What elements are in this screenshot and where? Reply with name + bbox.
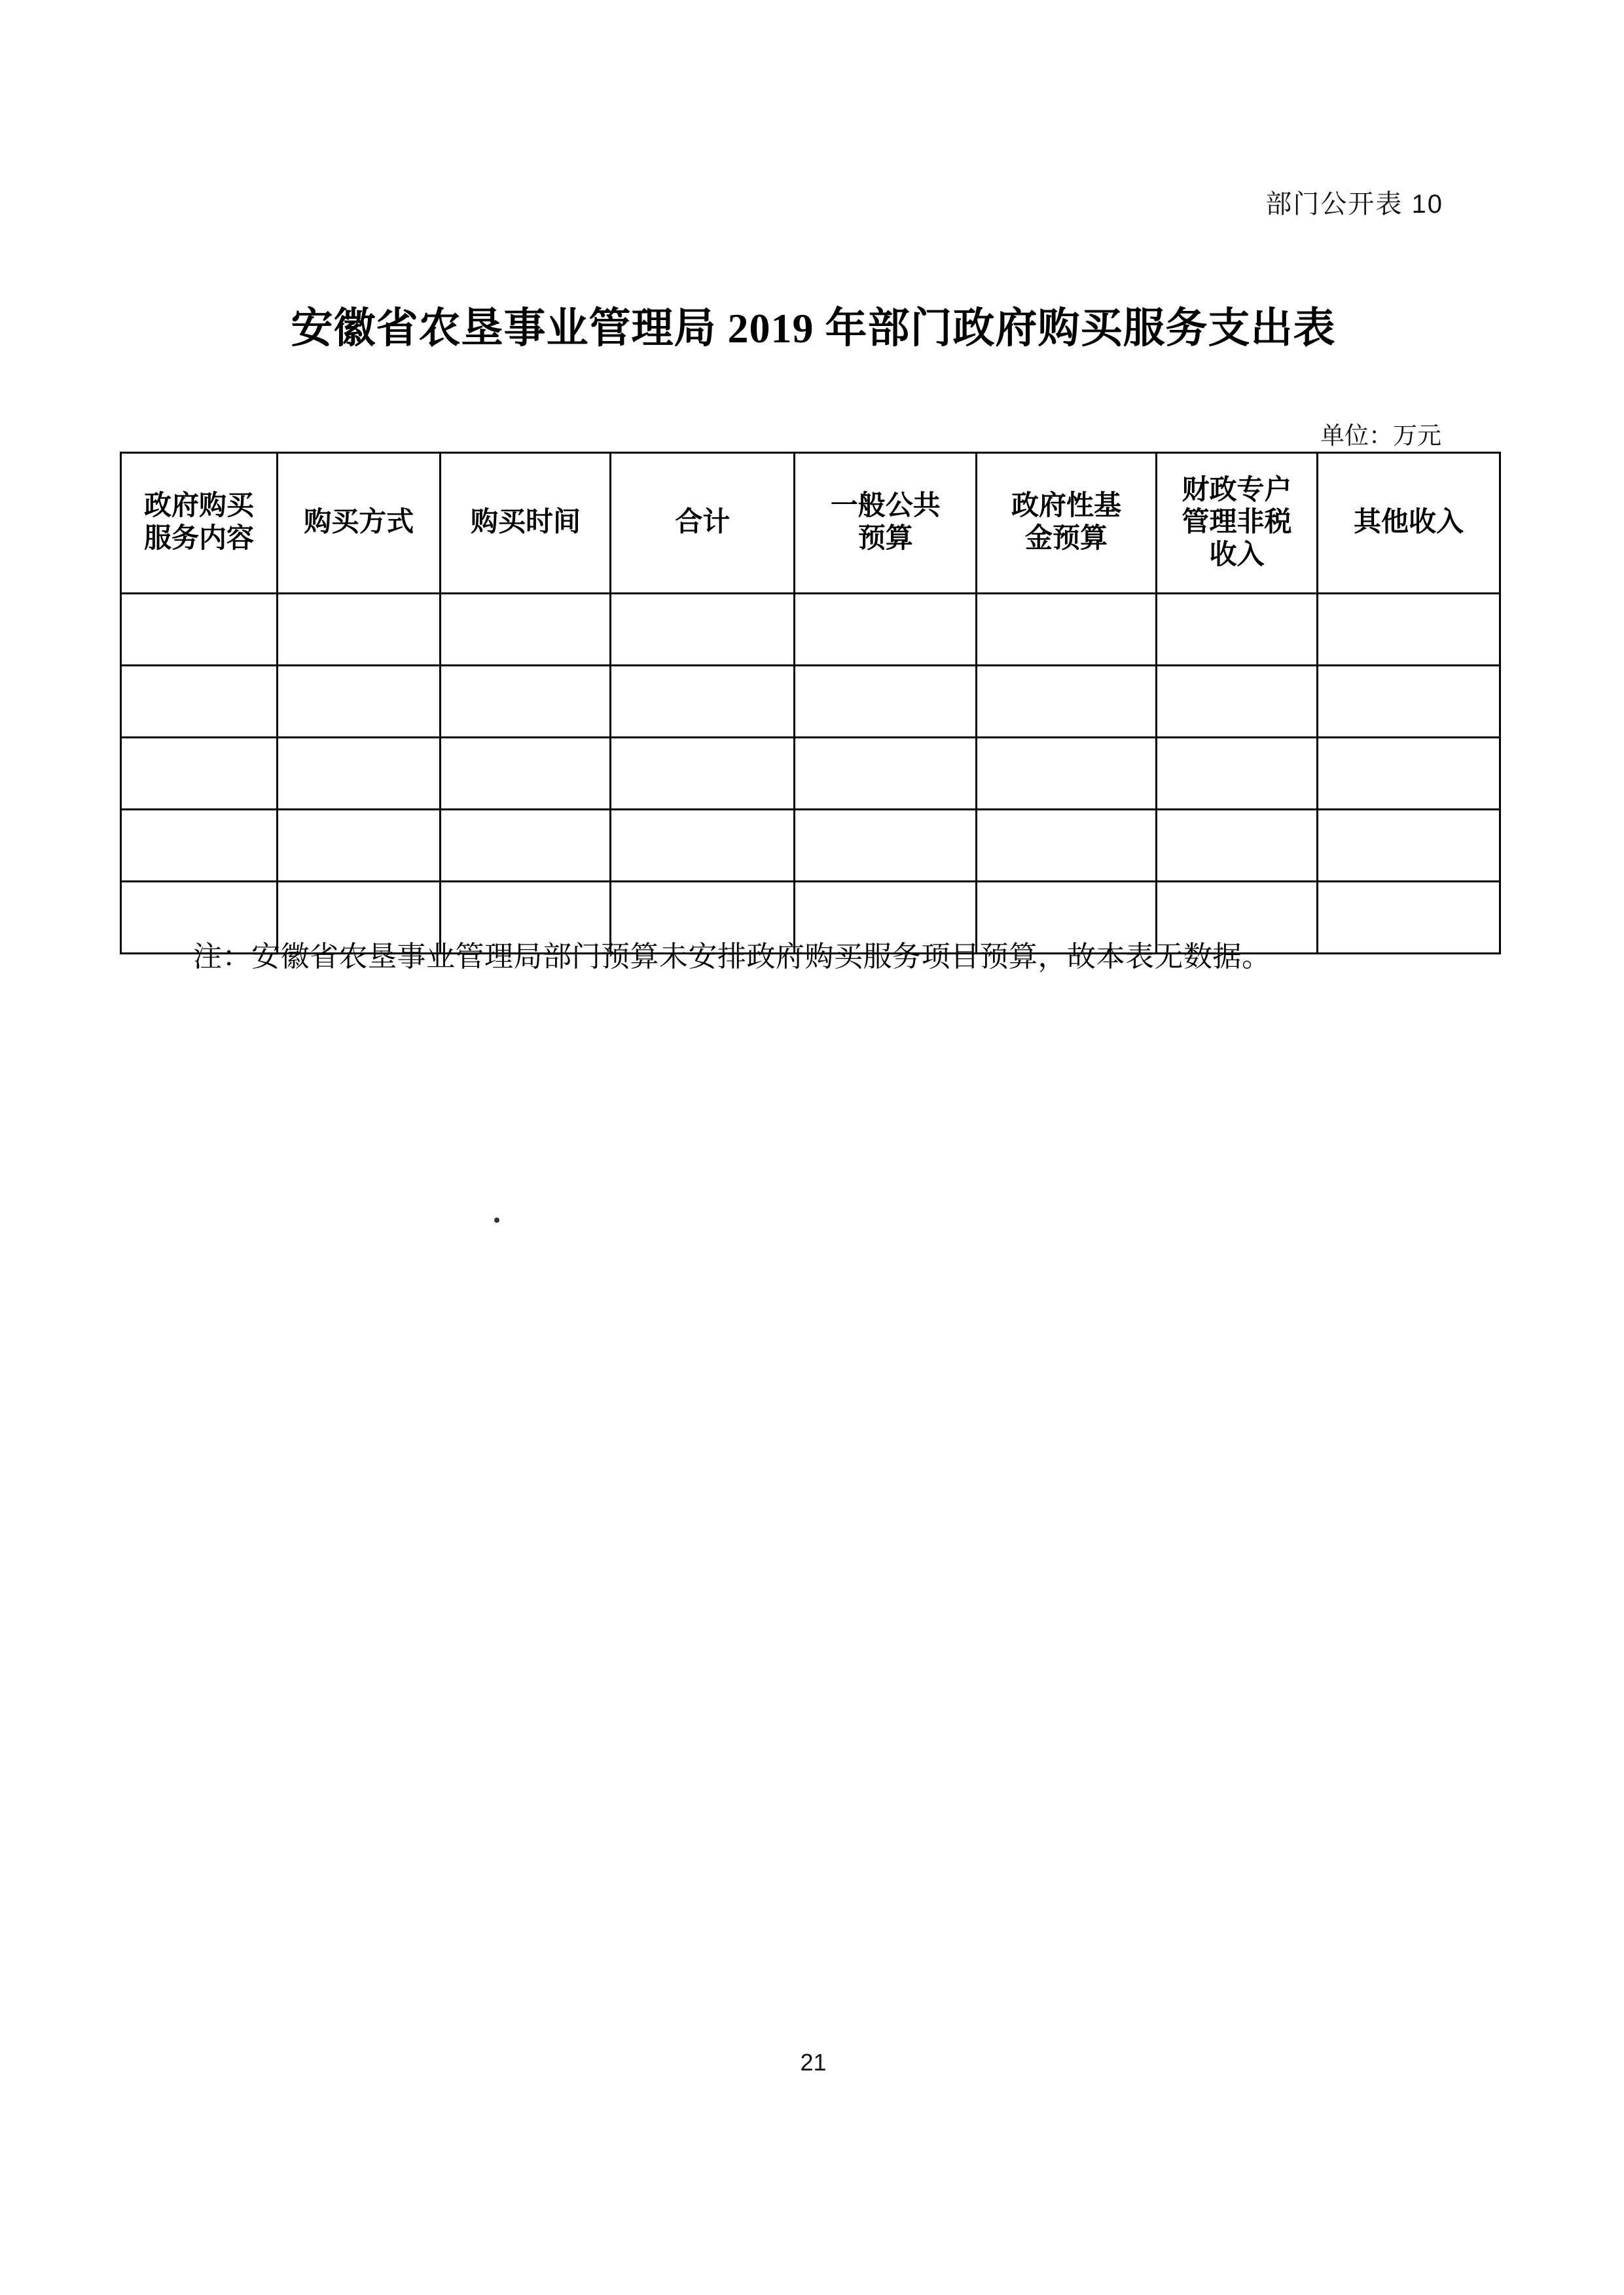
header-line: 政府性基 bbox=[1011, 491, 1121, 522]
header-line: 预算 bbox=[857, 524, 913, 554]
page-number: 21 bbox=[800, 2049, 827, 2076]
header-tag: 部门公开表 10 bbox=[1265, 190, 1443, 219]
table-header-cell bbox=[1318, 453, 1500, 594]
table-row bbox=[121, 738, 1500, 810]
table-row bbox=[121, 594, 1500, 666]
table-header-cell bbox=[121, 453, 278, 594]
page-title: 安徽省农垦事业管理局 2019 年部门政府购买服务支出表 bbox=[291, 305, 1336, 352]
table-cell bbox=[278, 738, 441, 810]
table-cell bbox=[977, 810, 1157, 882]
header-line: 购买方式 bbox=[304, 507, 414, 538]
table-cell bbox=[611, 810, 795, 882]
table-cell bbox=[1318, 666, 1500, 738]
table-cell bbox=[441, 666, 611, 738]
header-line: 管理非税 bbox=[1182, 507, 1292, 538]
table-cell bbox=[1318, 810, 1500, 882]
table-header-cell bbox=[795, 453, 977, 594]
table-row bbox=[121, 666, 1500, 738]
table-note: 注：安徽省农垦事业管理局部门预算未安排政府购买服务项目预算，故本表无数据。 bbox=[193, 941, 1271, 973]
table-cell bbox=[1156, 738, 1317, 810]
table-header-cell bbox=[278, 453, 441, 594]
header-line: 购买时间 bbox=[470, 507, 581, 538]
unit-label: 单位：万元 bbox=[1320, 422, 1441, 449]
table-cell bbox=[1156, 666, 1317, 738]
table-header-cell bbox=[441, 453, 611, 594]
table-cell bbox=[1318, 738, 1500, 810]
table-cell bbox=[795, 810, 977, 882]
table-cell bbox=[977, 666, 1157, 738]
stray-dot-mark bbox=[494, 1218, 499, 1223]
header-line: 其他收入 bbox=[1354, 507, 1464, 538]
header-line: 金预算 bbox=[1024, 524, 1108, 554]
table-cell bbox=[795, 594, 977, 666]
table-cell bbox=[611, 594, 795, 666]
purchase-service-expenditure-table bbox=[120, 452, 1501, 954]
table-cell bbox=[1318, 594, 1500, 666]
table-cell bbox=[977, 738, 1157, 810]
table-cell bbox=[278, 810, 441, 882]
header-line: 收入 bbox=[1209, 539, 1265, 570]
table-cell bbox=[1156, 810, 1317, 882]
table-cell bbox=[278, 594, 441, 666]
header-line: 财政专户 bbox=[1182, 475, 1292, 505]
header-line: 服务内容 bbox=[143, 524, 254, 554]
table-cell bbox=[795, 738, 977, 810]
table-cell bbox=[795, 666, 977, 738]
table-cell bbox=[441, 594, 611, 666]
table-header-cell bbox=[1156, 453, 1317, 594]
table-header-cell bbox=[977, 453, 1157, 594]
header-line: 一般公共 bbox=[830, 491, 941, 522]
table-cell bbox=[121, 594, 278, 666]
table-header-cell bbox=[611, 453, 795, 594]
table-cell bbox=[441, 810, 611, 882]
header-line: 合计 bbox=[675, 507, 731, 538]
table-header-row bbox=[121, 453, 1500, 594]
table-cell bbox=[1156, 594, 1317, 666]
table-cell bbox=[121, 810, 278, 882]
table-cell bbox=[977, 594, 1157, 666]
table-cell bbox=[1318, 882, 1500, 954]
table-cell bbox=[611, 738, 795, 810]
table-cell bbox=[278, 666, 441, 738]
table-cell bbox=[611, 666, 795, 738]
table-cell bbox=[121, 738, 278, 810]
table-cell bbox=[121, 666, 278, 738]
header-line: 政府购买 bbox=[143, 491, 254, 522]
page-content bbox=[115, 0, 1512, 2295]
table-cell bbox=[441, 738, 611, 810]
table-row bbox=[121, 810, 1500, 882]
